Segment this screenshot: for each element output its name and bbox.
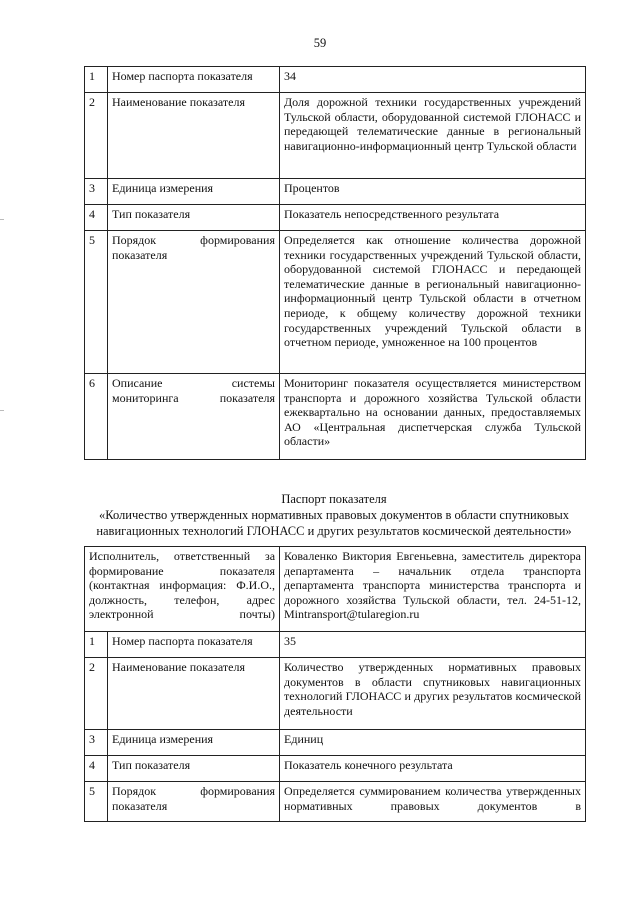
row-value: Показатель непосредственного результата — [280, 205, 586, 231]
row-number: 4 — [85, 756, 108, 782]
row-label: Номер паспорта показателя — [108, 67, 280, 93]
passport-title: Паспорт показателя — [281, 492, 387, 506]
row-number: 1 — [85, 67, 108, 93]
indicator-passport-table-35 — [84, 546, 586, 822]
row-label: Единица измерения — [108, 730, 280, 756]
row-value: Мониторинг показателя осуществляется министерством транспорта и дорожного хозяйства Тульской области ежеквартально на основании данных, предоставляемых АО «Центральная диспетчерская служба Тульской области» — [280, 374, 586, 460]
row-value: Определяется как отношение количества дорожной техники государственных учреждений Тульской области, оборудованной системой ГЛОНАСС и передающей телематические данные в региональный навигационно-информационный центр Тульской области в отчетном периоде, к общему количеству дорожной техники государственных учреждений Тульской области в отчетном периоде, умноженное на 100 процентов — [280, 231, 586, 374]
table-row — [85, 730, 586, 756]
row-value: Показатель конечного результата — [280, 756, 586, 782]
scan-artifact — [0, 410, 4, 411]
row-label: Наименование показателя — [108, 93, 280, 179]
row-number: 6 — [85, 374, 108, 460]
row-value: Процентов — [280, 179, 586, 205]
scan-artifact — [0, 219, 4, 220]
table-row — [85, 374, 586, 460]
row-number: 3 — [85, 730, 108, 756]
row-label: Единица измерения — [108, 179, 280, 205]
page-number: 59 — [313, 36, 327, 50]
row-number: 1 — [85, 632, 108, 658]
executor-label: Исполнитель, ответственный за формирование показателя (контактная информация: Ф.И.О., должность, телефон, адрес электронной почты) — [85, 547, 280, 632]
executor-value: Коваленко Виктория Евгеньевна, заместитель директора департамента – начальник отдела транспорта департамента транспорта министерства транспорта и дорожного хозяйства Тульской области, тел. 24-51-12, Mintransport@tularegion.ru — [280, 547, 586, 632]
row-value: Определяется суммированием количества утвержденных нормативных правовых документов в — [280, 782, 586, 822]
row-label: Тип показателя — [108, 205, 280, 231]
passport-subtitle: «Количество утвержденных нормативных правовых документов в области спутниковых навигационных технологий ГЛОНАСС и других результатов космической деятельности» — [96, 508, 572, 538]
row-label: Наименование показателя — [108, 658, 280, 730]
row-label: Порядок формирования показателя — [108, 231, 280, 374]
table-row — [85, 93, 586, 179]
row-number: 2 — [85, 658, 108, 730]
indicator-passport-table-34 — [84, 66, 586, 460]
table-row — [85, 632, 586, 658]
row-value: Доля дорожной техники государственных учреждений Тульской области, оборудованной системой ГЛОНАСС и передающей телематические данные в региональный навигационно-информационный центр Тульской области — [280, 93, 586, 179]
table-row — [85, 205, 586, 231]
table-row — [85, 179, 586, 205]
row-label: Номер паспорта показателя — [108, 632, 280, 658]
row-value: 35 — [280, 632, 586, 658]
row-number: 5 — [85, 782, 108, 822]
row-label: Тип показателя — [108, 756, 280, 782]
table-row — [85, 756, 586, 782]
table-row — [85, 231, 586, 374]
row-number: 4 — [85, 205, 108, 231]
executor-row — [85, 547, 586, 632]
row-value: Единиц — [280, 730, 586, 756]
row-label: Порядок формирования показателя — [108, 782, 280, 822]
row-label: Описание системы мониторинга показателя — [108, 374, 280, 460]
row-value: Количество утвержденных нормативных правовых документов в области спутниковых навигационных технологий ГЛОНАСС и других результатов космической деятельности — [280, 658, 586, 730]
row-number: 2 — [85, 93, 108, 179]
row-number: 3 — [85, 179, 108, 205]
table-row — [85, 67, 586, 93]
row-number: 5 — [85, 231, 108, 374]
table-row — [85, 782, 586, 822]
passport-heading — [60, 491, 608, 539]
table-row — [85, 658, 586, 730]
row-value: 34 — [280, 67, 586, 93]
